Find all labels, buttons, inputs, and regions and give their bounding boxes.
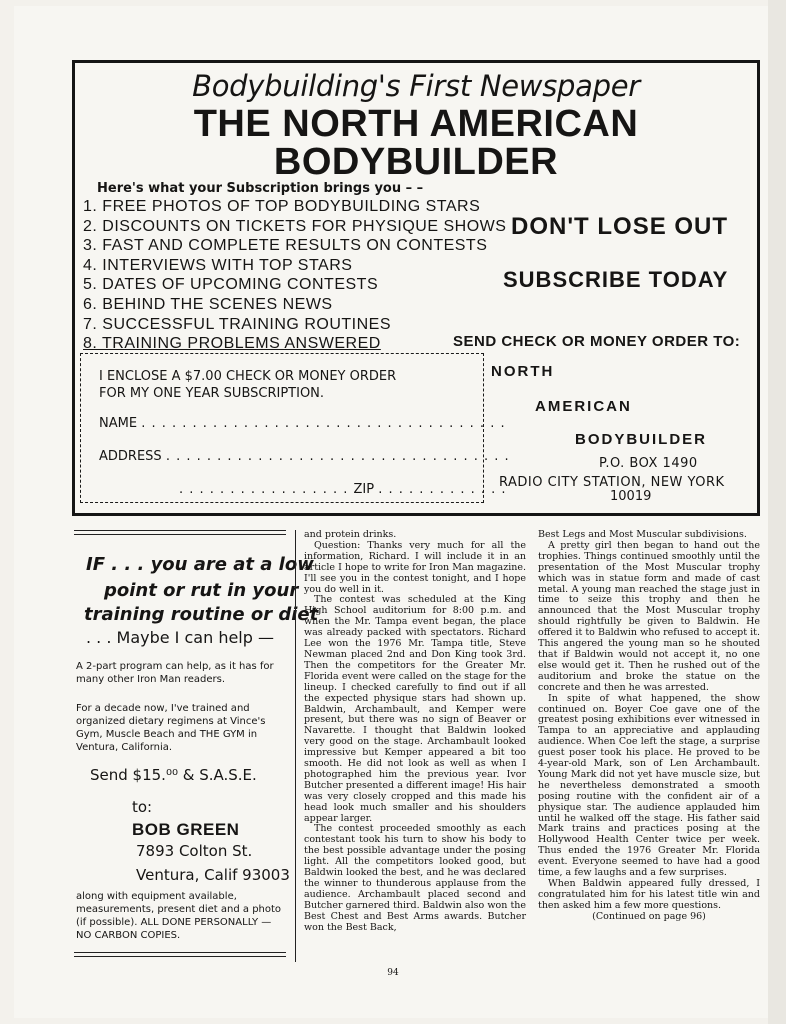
- article-paragraph: Best Legs and Most Muscular subdivisions.: [538, 529, 747, 540]
- mailing-address-line3: BODYBUILDER: [575, 431, 708, 448]
- ad-headline-line2: point or rut in your: [104, 580, 299, 601]
- column-rule-top-2: [74, 534, 286, 535]
- subscription-ad: [72, 60, 760, 516]
- article-paragraph: Question: Thanks very much for all the information, Richard. I will include it in an article I hope to write for Iron Man magazine. I'll see you in the contest tonight, and I hope you do well in it.: [304, 539, 526, 595]
- subscribe-today-callout: SUBSCRIBE TODAY: [503, 267, 729, 292]
- benefit-item: 5. DATES OF UPCOMING CONTESTS: [83, 276, 379, 294]
- coupon-line1: I ENCLOSE A $7.00 CHECK OR MONEY ORDER: [99, 369, 397, 384]
- address-blank: . . . . . . . . . . . . . . . . . . . . . . . . . . . . . . . . . .: [165, 449, 510, 464]
- benefit-item: 6. BEHIND THE SCENES NEWS: [83, 295, 333, 313]
- ad-intro: Here's what your Subscription brings you – –: [97, 181, 424, 196]
- subscription-coupon[interactable]: [80, 353, 510, 503]
- city-blank: . . . . . . . . . . . . . . . . .: [179, 482, 354, 497]
- continued-note: (Continued on page 96): [592, 910, 706, 922]
- ad-contact-name: BOB GREEN: [132, 820, 240, 839]
- ad-paragraph: along with equipment available, measurements, present diet and a photo (if possible). ALL DONE PERSONALLY — NO CARBON COPIES.: [76, 891, 282, 941]
- article-column-3: [538, 530, 760, 923]
- address-label: ADDRESS: [99, 449, 162, 464]
- zip-label: ZIP: [353, 482, 375, 497]
- ad-title-line2: BODYBUILDER: [273, 141, 559, 183]
- dont-lose-out-callout: DON'T LOSE OUT: [511, 213, 729, 240]
- ad-title-line1: THE NORTH AMERICAN: [193, 103, 639, 145]
- coupon-name-field[interactable]: [99, 416, 506, 431]
- ad-contact-street: 7893 Colton St.: [136, 842, 253, 860]
- ad-headline-line4: . . . Maybe I can help —: [86, 628, 274, 647]
- page-number: 94: [387, 968, 399, 978]
- mailing-address-line1: NORTH: [491, 363, 555, 380]
- ad-price: Send $15.⁰⁰ & S.A.S.E.: [90, 766, 257, 784]
- zip-blank: . . . . . . . . . . . . .: [378, 482, 507, 497]
- column-rule-bottom-2: [74, 956, 286, 957]
- article-paragraph: In spite of what happened, the show continued on. Boyer Coe gave one of the greatest posing exhibitions ever witnessed in Tampa to an appreciative and applauding audience. When Coe left the stage, a surprise guest poser took his place. He proved to be 4-year-old Mark, son of Len Archambault. Young Mark did not yet have muscle size, but he nevertheless demonstrated a smooth posing routine with the confident air of a physique star. The audience applauded him until he walked off the stage. His father said Mark trains and practices posing at the Hollywood Health Center twice per week. Thus ended the 1976 Greater Mr. Florida event. Everyone seemed to have had a good time, a few laughs and a few surprises.: [538, 692, 760, 879]
- coupon-address-field[interactable]: [99, 449, 510, 464]
- ad-headline-line1: IF . . . you are at a low: [86, 554, 314, 575]
- article-paragraph: The contest proceeded smoothly as each contestant took his turn to show his body to the best possible advantage under the posing light. All the competitors looked good, but Baldwin looked the best, and he was declared the winner to thunderous applause from the audience. Archambault placed second and Butcher garnered third. Baldwin also won the Best Chest and Best Arms awards. Butcher won the Best Back,: [304, 823, 526, 933]
- ad-tagline: Bodybuilding's First Newspaper: [192, 69, 640, 103]
- benefit-item: 4. INTERVIEWS WITH TOP STARS: [83, 256, 353, 274]
- benefit-item: 1. FREE PHOTOS OF TOP BODYBUILDING STARS: [83, 198, 481, 215]
- ad-contact-city: Ventura, Calif 93003: [136, 866, 290, 884]
- article-paragraph: A pretty girl then began to hand out the trophies. Things continued smoothly until the presentation of the Most Muscular trophy which was in statue form and made of cast metal. A young man reached the stage just in time to seize this trophy and then he announced that the Most Muscular trophy should rightfully be given to Baldwin. He offered it to Baldwin who refused to accept it. This angered the young man so he shouted that if Baldwin would not accept it, no one else would get it. Then he rushed out of the auditorium and broke the statue on the concrete and then he was arrested.: [538, 539, 760, 693]
- benefit-item: 3. FAST AND COMPLETE RESULTS ON CONTESTS: [83, 237, 488, 255]
- article-paragraph: and protein drinks.: [304, 529, 397, 540]
- ad-paragraph: For a decade now, I've trained and organized dietary regimens at Vince's Gym, Muscle Beach and THE GYM in Ventura, California.: [76, 703, 266, 753]
- coupon-line2: FOR MY ONE YEAR SUBSCRIPTION.: [99, 386, 325, 401]
- name-blank: . . . . . . . . . . . . . . . . . . . . . . . . . . . . . . . . . . . .: [141, 416, 506, 431]
- coupon-zip-field[interactable]: [179, 482, 507, 497]
- benefit-item: 2. DISCOUNTS ON TICKETS FOR PHYSIQUE SHOWS: [83, 217, 507, 235]
- column-divider: [295, 530, 296, 962]
- benefits-list: [83, 197, 506, 354]
- name-label: NAME: [99, 416, 138, 431]
- coupon-text: [99, 368, 396, 402]
- column-rule-bottom: [74, 952, 286, 953]
- mailing-address-line4: P.O. BOX 1490: [599, 456, 698, 471]
- ad-headline-line3: training routine or diet: [84, 604, 319, 625]
- benefit-item: 8. TRAINING PROBLEMS ANSWERED: [83, 335, 381, 353]
- column-rule-top: [74, 530, 286, 531]
- article-column-2: [304, 530, 526, 934]
- article-paragraph: The contest was scheduled at the King High School auditorium for 8:00 p.m. and when the Mr. Tampa event began, the place was already packed with spectators. Richard Lee won the 1976 Mr. Tampa title, Steve Newman placed 2nd and Don King took 3rd. Then the competitors for the Greater Mr. Florida event were called on the stage for the lineup. I checked carefully to find out if all the expected physique stars had shown up. Baldwin, Archambault, and Kemper were present, but there was no sign of Beaver or Navarette. I thought that Baldwin looked very good on the stage. Archambault looked impressive but Kemper appeared a bit too smooth. He did not look as well as when I photographed him the previous year. Ivor Butcher presented a different image! His hair was very closely cropped and this made his head look much smaller and his shoulders appear larger.: [304, 594, 526, 824]
- article-paragraph: When Baldwin appeared fully dressed, I congratulated him for his latest title win and then asked him a few more questions.: [538, 878, 760, 911]
- benefit-item: 7. SUCCESSFUL TRAINING ROUTINES: [83, 315, 391, 333]
- mailing-address-line6: 10019: [610, 489, 652, 504]
- send-to-heading: SEND CHECK OR MONEY ORDER TO:: [453, 333, 741, 350]
- mailing-address-line2: AMERICAN: [535, 398, 632, 415]
- mailing-address-line5: RADIO CITY STATION, NEW YORK: [499, 475, 725, 490]
- ad-paragraph: A 2-part program can help, as it has for many other Iron Man readers.: [76, 661, 274, 685]
- ad-to-label: to:: [132, 798, 153, 816]
- page-edge: [768, 0, 786, 1024]
